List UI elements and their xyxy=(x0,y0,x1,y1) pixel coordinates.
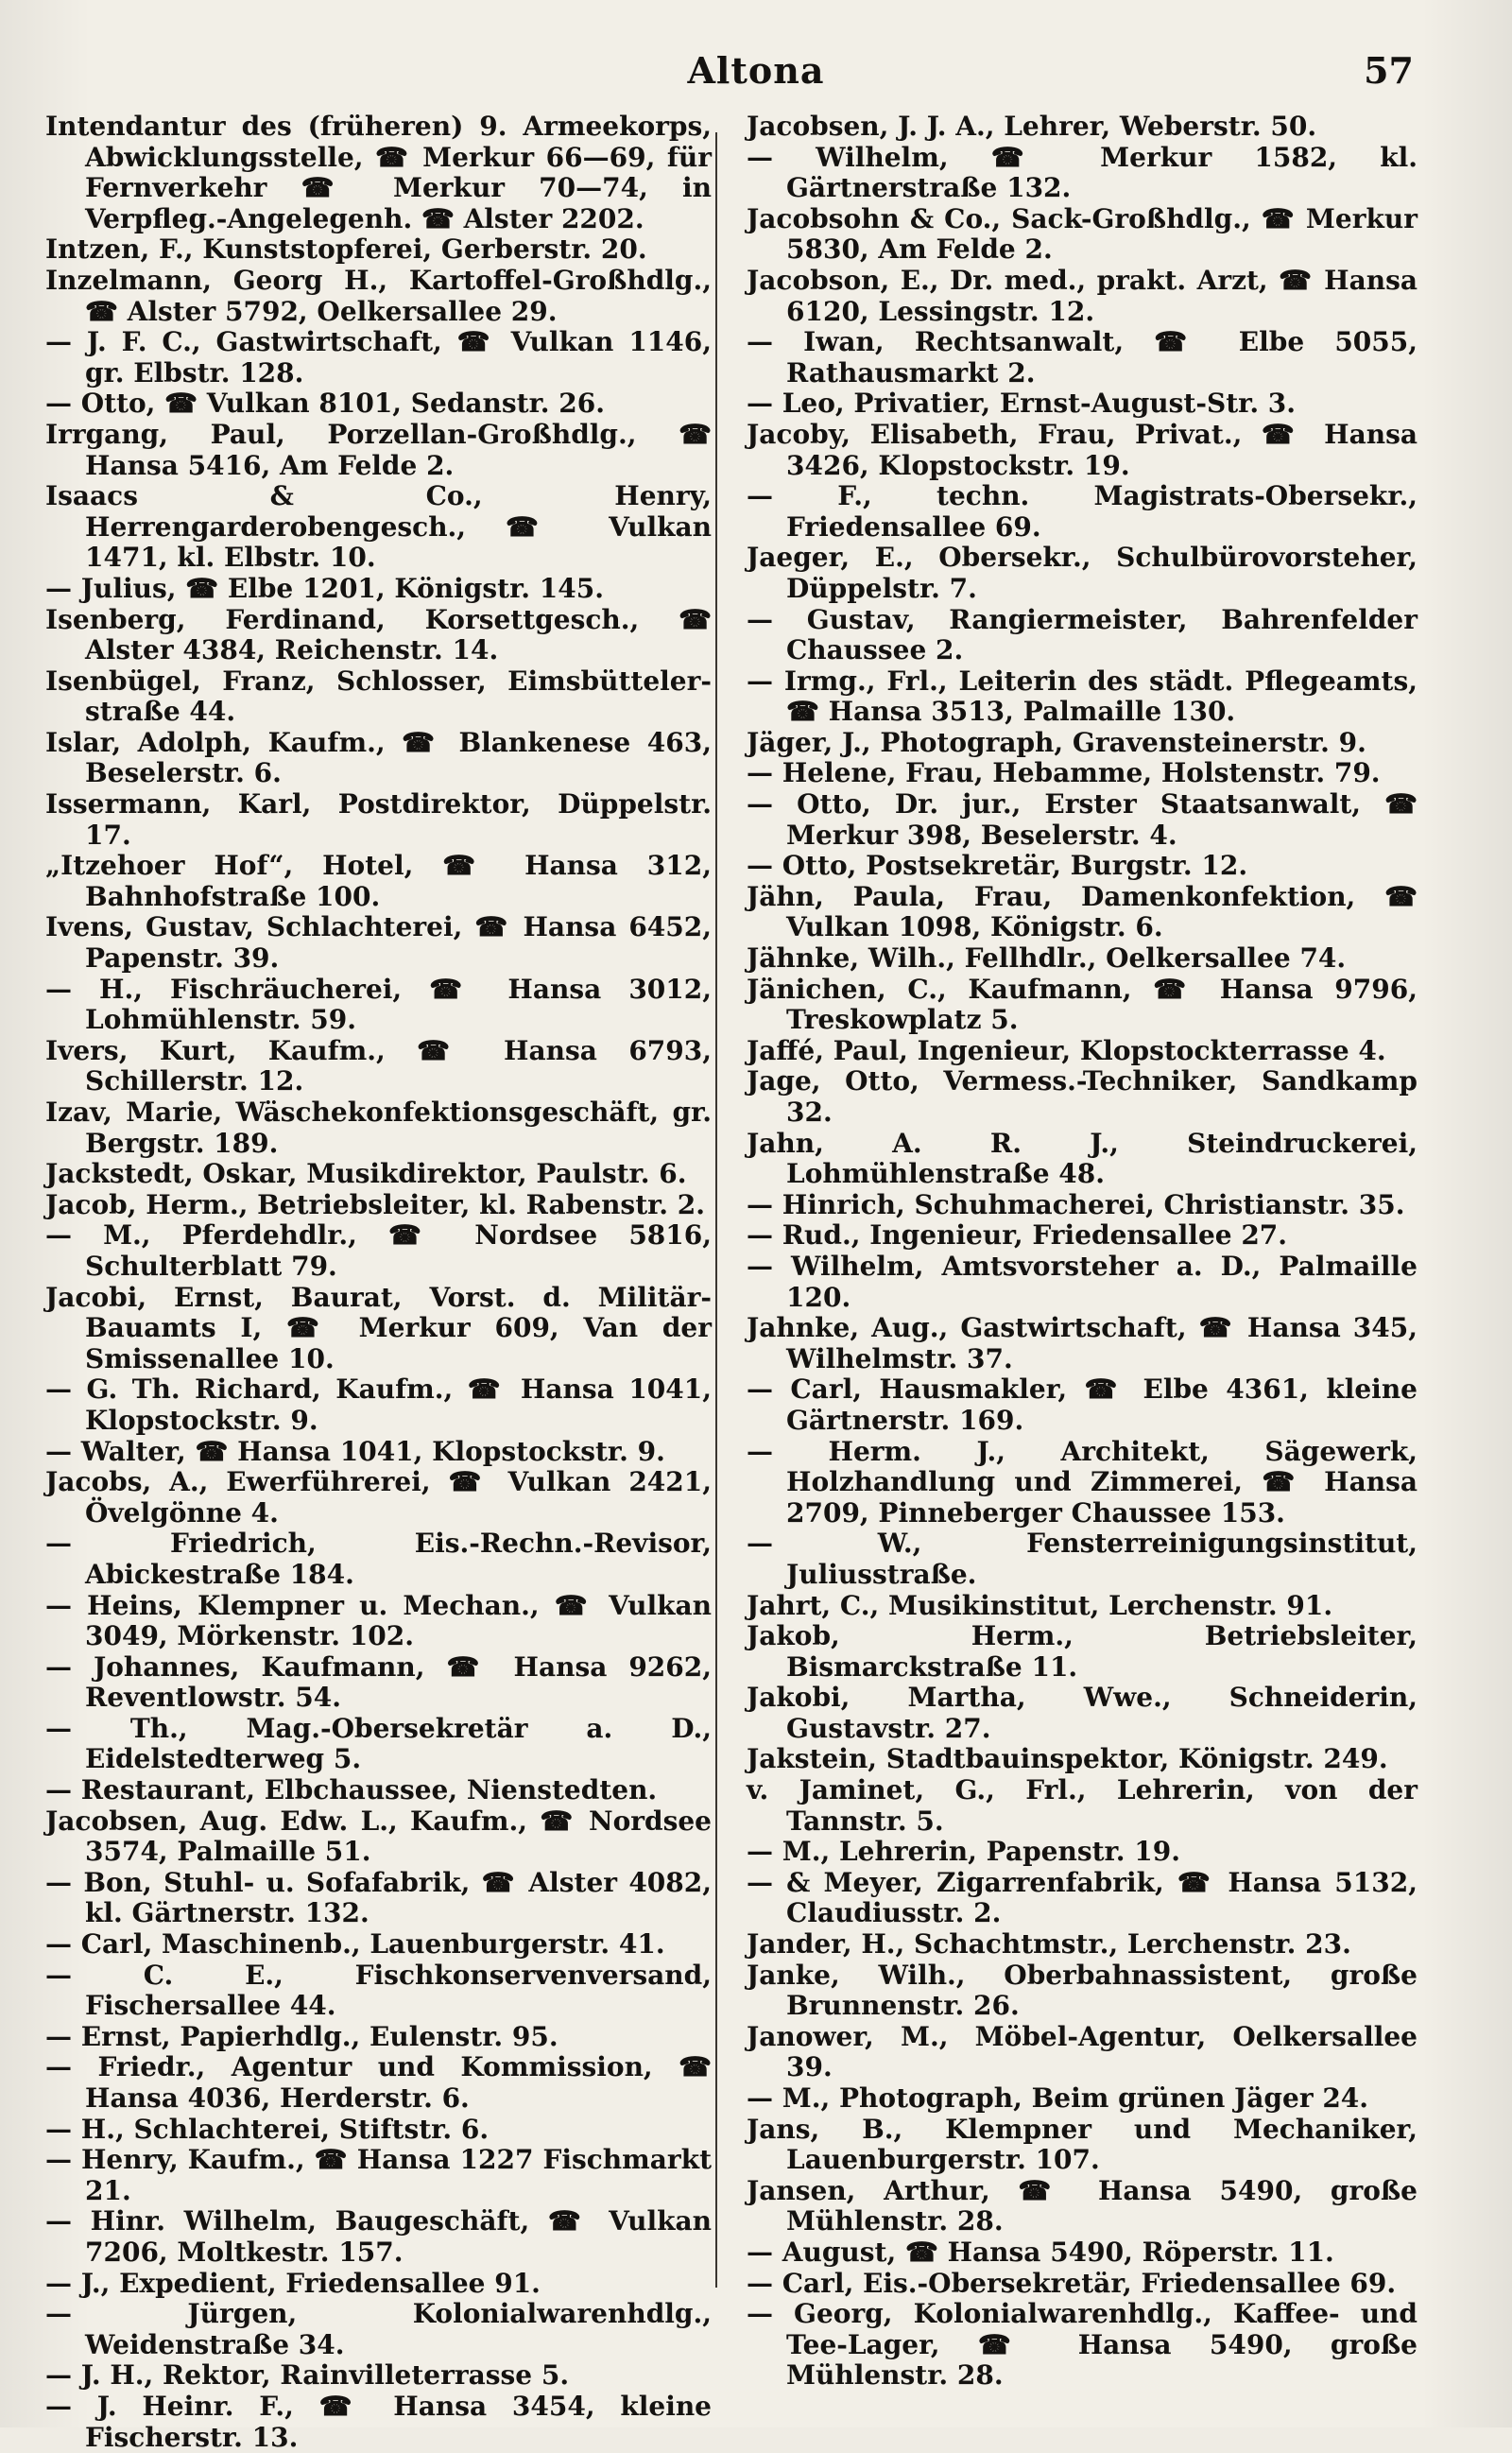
directory-entry: Ivers, Kurt, Kaufm., ☎ Hansa 6793, Schillerstr. 12. xyxy=(45,1034,712,1097)
directory-entry: — Otto, Dr. jur., Erster Staatsanwalt, ☎ Merkur 398, Beselerstr. 4. xyxy=(747,788,1418,851)
directory-entry: — Carl, Maschinenb., Lauenburgerstr. 41. xyxy=(45,1928,665,1961)
directory-entry: — M., Pferdehdlr., ☎ Nordsee 5816, Schulterblatt 79. xyxy=(45,1219,712,1282)
directory-entry: Jans, B., Klempner und Mechaniker, Lauenburgerstr. 107. xyxy=(747,2113,1418,2176)
directory-entry: — J. H., Rektor, Rainvilleterrasse 5. xyxy=(45,2359,570,2392)
directory-entry: — & Meyer, Zigarrenfabrik, ☎ Hansa 5132, Claudiusstr. 2. xyxy=(747,1866,1418,1929)
directory-entry: Issermann, Karl, Postdirektor, Düppelstr. 17. xyxy=(45,788,712,851)
left-column xyxy=(45,112,712,2453)
directory-entry: Jakob, Herm., Betriebsleiter, Bismarckstraße 11. xyxy=(747,1620,1418,1683)
directory-entry: Inzelmann, Georg H., Kartoffel-Großhdlg., ☎ Alster 5792, Oelkersallee 29. xyxy=(45,264,712,327)
directory-entry: Jansen, Arthur, ☎ Hansa 5490, große Mühlenstr. 28. xyxy=(747,2174,1418,2237)
directory-entry: — Heins, Klempner u. Mechan., ☎ Vulkan 3049, Mörkenstr. 102. xyxy=(45,1589,712,1652)
directory-entry: Jahrt, C., Musikinstitut, Lerchenstr. 91. xyxy=(747,1589,1333,1621)
directory-entry: — H., Fischräucherei, ☎ Hansa 3012, Lohmühlenstr. 59. xyxy=(45,973,712,1036)
directory-entry: Jänichen, C., Kaufmann, ☎ Hansa 9796, Treskowplatz 5. xyxy=(747,973,1418,1036)
directory-entry: — Otto, ☎ Vulkan 8101, Sedanstr. 26. xyxy=(45,388,606,420)
directory-entry: — Gustav, Rangiermeister, Bahrenfelder Chaussee 2. xyxy=(747,603,1418,666)
directory-entry: Jacobson, E., Dr. med., prakt. Arzt, ☎ Hansa 6120, Lessingstr. 12. xyxy=(747,264,1418,327)
directory-entry: — Bon, Stuhl- u. Sofafabrik, ☎ Alster 4082, kl. Gärtnerstr. 132. xyxy=(45,1866,712,1929)
directory-entry: — J. F. C., Gastwirtschaft, ☎ Vulkan 1146, gr. Elbstr. 128. xyxy=(45,326,712,389)
directory-entry: — J., Expedient, Friedensallee 91. xyxy=(45,2267,541,2299)
directory-entry: — Otto, Postsekretär, Burgstr. 12. xyxy=(747,850,1248,882)
directory-entry: Jacoby, Elisabeth, Frau, Privat., ☎ Hansa 3426, Klopstockstr. 19. xyxy=(747,418,1418,481)
directory-entry: — W., Fensterreinigungsinstitut, Juliusstraße. xyxy=(747,1528,1418,1590)
directory-entry: — Th., Mag.-Obersekretär a. D., Eidelstedterweg 5. xyxy=(45,1712,712,1775)
directory-entry: Jäger, J., Photograph, Gravensteinerstr. 9. xyxy=(747,726,1366,758)
page-number: 57 xyxy=(1364,49,1414,92)
directory-entry: — M., Photograph, Beim grünen Jäger 24. xyxy=(747,2082,1369,2114)
directory-entry: — Carl, Hausmakler, ☎ Elbe 4361, kleine Gärtnerstr. 169. xyxy=(747,1373,1418,1436)
directory-entry: Jahnke, Aug., Gastwirtschaft, ☎ Hansa 345, Wilhelmstr. 37. xyxy=(747,1312,1418,1374)
directory-entry: — J. Heinr. F., ☎ Hansa 3454, kleine Fischerstr. 13. xyxy=(45,2390,712,2453)
directory-entry: Jacobs, A., Ewerführerei, ☎ Vulkan 2421, Övelgönne 4. xyxy=(45,1466,712,1529)
directory-entry: Isenberg, Ferdinand, Korsettgesch., ☎ Alster 4384, Reichenstr. 14. xyxy=(45,603,712,666)
directory-entry: Janke, Wilh., Oberbahnassistent, große Brunnenstr. 26. xyxy=(747,1959,1418,2022)
directory-entry: — Irmg., Frl., Leiterin des städt. Pflegeamts, ☎ Hansa 3513, Palmaille 130. xyxy=(747,665,1418,728)
directory-entry: Jacobi, Ernst, Baurat, Vorst. d. Militär-Bauamts I, ☎ Merkur 609, Van der Smissenallee 10. xyxy=(45,1281,712,1374)
directory-entry: Jähn, Paula, Frau, Damenkonfektion, ☎ Vulkan 1098, Königstr. 6. xyxy=(747,880,1418,943)
directory-entry: Jaffé, Paul, Ingenieur, Klopstockterrasse 4. xyxy=(747,1034,1386,1066)
directory-entry: — Wilhelm, ☎ Merkur 1582, kl. Gärtnerstraße 132. xyxy=(747,141,1418,204)
directory-entry: — Iwan, Rechtsanwalt, ☎ Elbe 5055, Rathausmarkt 2. xyxy=(747,326,1418,389)
directory-entry: Isenbügel, Franz, Schlosser, Eimsbütteler-straße 44. xyxy=(45,665,712,728)
directory-entry: Jahn, A. R. J., Steindruckerei, Lohmühlenstraße 48. xyxy=(747,1127,1418,1190)
directory-entry: Irrgang, Paul, Porzellan-Großhdlg., ☎ Hansa 5416, Am Felde 2. xyxy=(45,418,712,481)
directory-entry: — Georg, Kolonialwarenhdlg., Kaffee- und Tee-Lager, ☎ Hansa 5490, große Mühlenstr. 28. xyxy=(747,2298,1418,2392)
directory-entry: Jacobsohn & Co., Sack-Großhdlg., ☎ Merkur 5830, Am Felde 2. xyxy=(747,202,1418,266)
directory-entry: — H., Schlachterei, Stiftstr. 6. xyxy=(45,2113,490,2145)
directory-entry: — C. E., Fischkonservenversand, Fischersallee 44. xyxy=(45,1959,712,2022)
directory-entry: Ivens, Gustav, Schlachterei, ☎ Hansa 6452, Papenstr. 39. xyxy=(45,911,712,975)
directory-entry: — Jürgen, Kolonialwarenhdlg., Weidenstraße 34. xyxy=(45,2298,712,2360)
directory-entry: — Johannes, Kaufmann, ☎ Hansa 9262, Reventlowstr. 54. xyxy=(45,1650,712,1714)
directory-entry: — M., Lehrerin, Papenstr. 19. xyxy=(747,1836,1180,1868)
page-header xyxy=(0,49,1512,106)
directory-entry: — Walter, ☎ Hansa 1041, Klopstockstr. 9. xyxy=(45,1435,665,1467)
directory-entry: — Hinr. Wilhelm, Baugeschäft, ☎ Vulkan 7206, Moltkestr. 157. xyxy=(45,2205,712,2268)
directory-entry: Intzen, F., Kunststopferei, Gerberstr. 20. xyxy=(45,233,647,266)
directory-entry: Jacob, Herm., Betriebsleiter, kl. Rabenstr. 2. xyxy=(45,1188,706,1220)
directory-entry: v. Jaminet, G., Frl., Lehrerin, von der Tannstr. 5. xyxy=(747,1774,1418,1837)
directory-entry: — Hinrich, Schuhmacherei, Christianstr. 35. xyxy=(747,1188,1405,1220)
directory-entry: Janower, M., Möbel-Agentur, Oelkersallee 39. xyxy=(747,2020,1418,2083)
directory-entry: Jacobsen, J. J. A., Lehrer, Weberstr. 50. xyxy=(747,111,1317,142)
directory-entry: — Carl, Eis.-Obersekretär, Friedensallee 69. xyxy=(747,2267,1397,2299)
directory-entry: Jacobsen, Aug. Edw. L., Kaufm., ☎ Nordsee 3574, Palmaille 51. xyxy=(45,1805,712,1868)
directory-entry: — Herm. J., Architekt, Sägewerk, Holzhandlung und Zimmerei, ☎ Hansa 2709, Pinneberger Chaussee 153. xyxy=(747,1435,1418,1529)
directory-entry: Jander, H., Schachtmstr., Lerchenstr. 23. xyxy=(747,1928,1351,1961)
directory-entry: — Friedrich, Eis.-Rechn.-Revisor, Abickestraße 184. xyxy=(45,1528,712,1590)
directory-entry: Jakobi, Martha, Wwe., Schneiderin, Gustavstr. 27. xyxy=(747,1682,1418,1744)
directory-entry: — Ernst, Papierhdlg., Eulenstr. 95. xyxy=(45,2020,558,2052)
page-title: Altona xyxy=(687,49,825,92)
directory-entry: „Itzehoer Hof“, Hotel, ☎ Hansa 312, Bahnhofstraße 100. xyxy=(45,850,712,912)
directory-entry: — Restaurant, Elbchaussee, Nienstedten. xyxy=(45,1774,658,1806)
directory-entry: — Wilhelm, Amtsvorsteher a. D., Palmaille 120. xyxy=(747,1250,1418,1313)
directory-entry: Jackstedt, Oskar, Musikdirektor, Paulstr. 6. xyxy=(45,1158,687,1190)
directory-entry: — August, ☎ Hansa 5490, Röperstr. 11. xyxy=(747,2236,1334,2268)
directory-entry: — Leo, Privatier, Ernst-August-Str. 3. xyxy=(747,388,1297,420)
directory-entry: Izav, Marie, Wäschekonfektionsgeschäft, gr. Bergstr. 189. xyxy=(45,1097,712,1159)
directory-entry: — Henry, Kaufm., ☎ Hansa 1227 Fischmarkt 21. xyxy=(45,2144,712,2206)
directory-entry: Jakstein, Stadtbauinspektor, Königstr. 249. xyxy=(747,1743,1388,1775)
directory-entry: Isaacs & Co., Henry, Herrengarderobengesch., ☎ Vulkan 1471, kl. Elbstr. 10. xyxy=(45,480,712,574)
directory-entry: — Julius, ☎ Elbe 1201, Königstr. 145. xyxy=(45,572,604,604)
column-divider xyxy=(715,132,717,2288)
directory-entry: Jage, Otto, Vermess.-Techniker, Sandkamp 32. xyxy=(747,1065,1418,1128)
directory-entry: Intendantur des (früheren) 9. Armeekorps, Abwicklungsstelle, ☎ Merkur 66—69, für Fernverkehr ☎ Merkur 70—74, in Verpfleg.-Angelegenh. ☎ Alster 2202. xyxy=(45,111,712,234)
directory-entry: — Rud., Ingenieur, Friedensallee 27. xyxy=(747,1219,1288,1252)
directory-entry: — F., techn. Magistrats-Obersekr., Friedensallee 69. xyxy=(747,480,1418,543)
right-column xyxy=(747,112,1418,2392)
directory-entry: Jaeger, E., Obersekr., Schulbürovorsteher, Düppelstr. 7. xyxy=(747,542,1418,604)
directory-entry: — G. Th. Richard, Kaufm., ☎ Hansa 1041, Klopstockstr. 9. xyxy=(45,1373,712,1436)
directory-entry: — Helene, Frau, Hebamme, Holstenstr. 79. xyxy=(747,757,1381,789)
directory-entry: — Friedr., Agentur und Kommission, ☎ Hansa 4036, Herderstr. 6. xyxy=(45,2051,712,2114)
directory-entry: Islar, Adolph, Kaufm., ☎ Blankenese 463, Beselerstr. 6. xyxy=(45,726,712,789)
directory-entry: Jähnke, Wilh., Fellhdlr., Oelkersallee 74. xyxy=(747,942,1347,975)
